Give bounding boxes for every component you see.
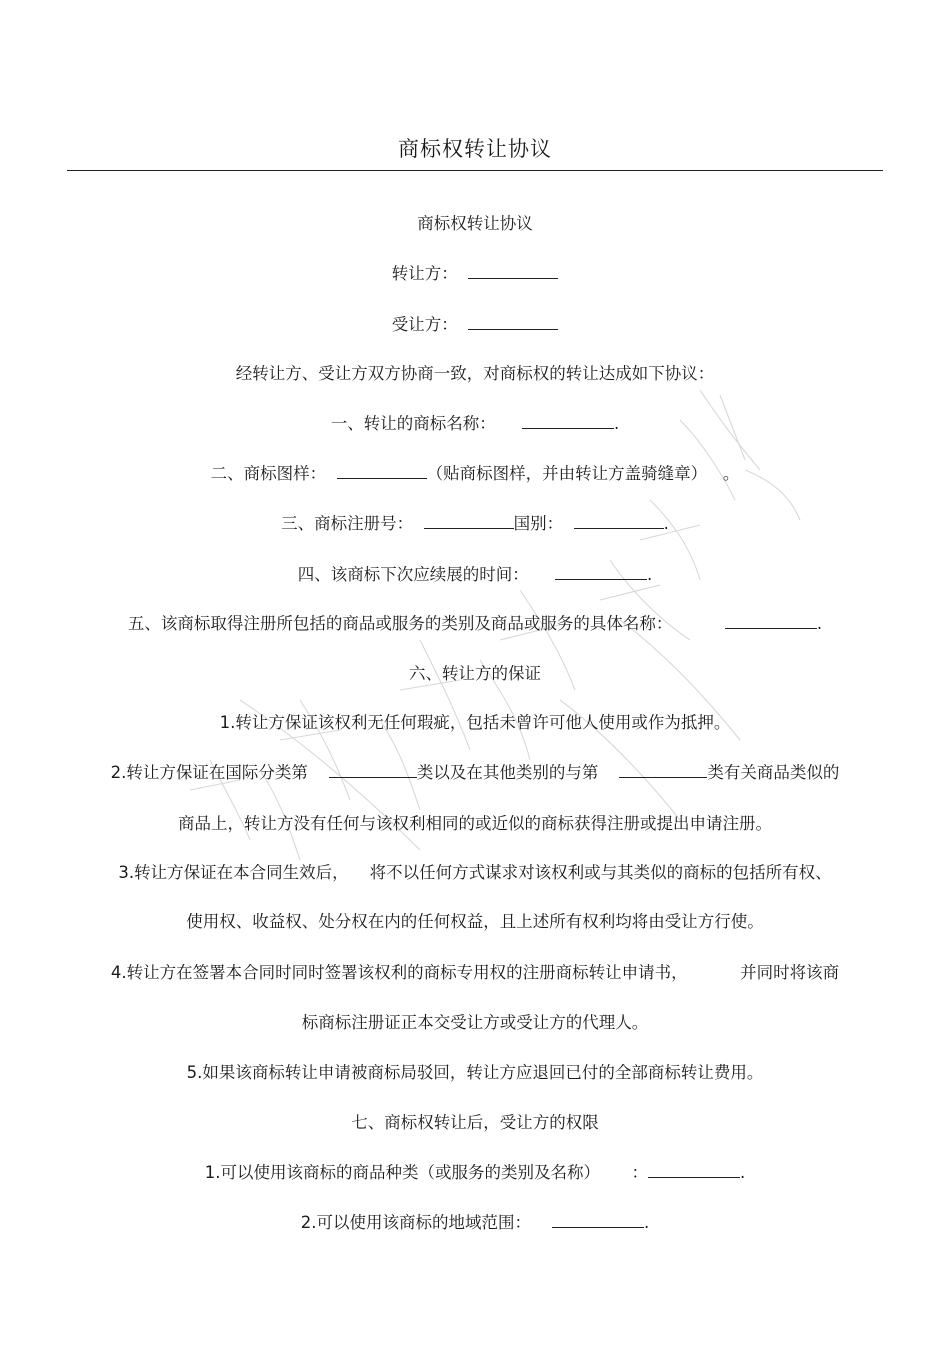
transferee-label: 受让方： [391, 315, 458, 334]
section-6-clause-3 [0, 861, 950, 885]
section-6-clause-2-cont: 商品上，转让方没有任何与该权利相同的或近似的商标获得注册或提出申请注册。 [178, 814, 772, 833]
section-6-title: 六、转让方的保证 [409, 664, 541, 683]
transferor-blank [468, 262, 558, 279]
item-5-label: 五、该商标取得注册所包括的商品或服务的类别及商品或服务的具体名称： [127, 614, 673, 633]
item-2-end: 。 [722, 464, 740, 483]
clause-3-part-a: 3.转让方保证在本合同生效后， [118, 863, 349, 882]
s7-clause-2-blank [552, 1211, 644, 1228]
item-1 [0, 412, 950, 436]
item-4-label: 四、该商标下次应续展的时间： [297, 565, 529, 584]
section-6-clause-5: 5.如果该商标转让申请被商标局驳回，转让方应退回已付的全部商标转让费用。 [186, 1063, 764, 1082]
s7-clause-1-blank [648, 1161, 740, 1178]
item-1-period: . [613, 414, 620, 433]
clause-2-part-a: 2.转让方保证在国际分类第 [110, 763, 308, 782]
s7-clause-1-period: . [739, 1163, 746, 1182]
section-7-title: 七、商标权转让后，受让方的权限 [351, 1113, 599, 1132]
item-2-label: 二、商标图样： [210, 464, 327, 483]
section-6-clause-4 [0, 961, 950, 985]
clause-2-part-c: 类有关商品类似的 [707, 763, 840, 782]
item-2-note: （贴商标图样，并由转让方盖骑缝章） [426, 464, 708, 483]
item-4 [0, 563, 950, 587]
item-4-blank [555, 563, 647, 580]
item-5-period: . [816, 614, 823, 633]
item-2-blank [337, 462, 427, 479]
clause-2-class-blank-1 [329, 761, 417, 778]
header-divider [67, 170, 883, 171]
document-heading: 商标权转让协议 [417, 214, 533, 233]
item-3-reg-blank [424, 512, 514, 529]
transferee-blank [468, 313, 558, 330]
s7-clause-1-colon: ： [631, 1163, 648, 1182]
item-1-blank [522, 412, 614, 429]
item-1-label: 一、转让的商标名称： [330, 414, 496, 433]
section-7-clause-2 [0, 1211, 950, 1235]
section-7-clause-1 [0, 1161, 950, 1185]
clause-3-part-b: 将不以任何方式谋求对该权利或与其类似的商标的包括所有权、 [369, 863, 832, 882]
s7-clause-2-label: 2.可以使用该商标的地域范围： [300, 1213, 531, 1232]
clause-4-part-a: 4.转让方在签署本合同时同时签署该权利的商标专用权的注册商标转让申请书， [110, 963, 688, 982]
section-6-clause-1: 1.转让方保证该权利无任何瑕疵，包括未曾许可他人使用或作为抵押。 [219, 713, 731, 732]
item-5-blank [725, 612, 817, 629]
item-3 [0, 512, 950, 536]
transferee-line [0, 313, 950, 337]
item-3-country-label: 国别： [513, 514, 564, 533]
transferor-line [0, 262, 950, 286]
page-header-title: 商标权转让协议 [398, 137, 552, 161]
clause-4-part-b: 并同时将该商 [740, 963, 840, 982]
item-5 [0, 612, 950, 636]
item-4-period: . [646, 565, 653, 584]
clause-2-class-blank-2 [619, 761, 707, 778]
section-6-clause-4-cont: 标商标注册证正本交受让方或受让方的代理人。 [301, 1013, 649, 1032]
item-3-period: . [663, 514, 669, 533]
section-6-clause-2 [0, 761, 950, 785]
transferor-label: 转让方： [391, 264, 458, 283]
item-3-label: 三、商标注册号： [281, 514, 414, 533]
section-6-clause-3-cont: 使用权、收益权、处分权在内的任何权益，且上述所有权利均将由受让方行使。 [186, 912, 764, 931]
intro-text: 经转让方、受让方双方协商一致，对商标权的转让达成如下协议： [235, 364, 715, 383]
clause-2-part-b: 类以及在其他类别的与第 [416, 763, 599, 782]
s7-clause-1-label: 1.可以使用该商标的商品种类（或服务的类别及名称） [204, 1163, 600, 1182]
item-2 [0, 462, 950, 486]
item-3-country-blank [574, 512, 664, 529]
s7-clause-2-period: . [643, 1213, 650, 1232]
